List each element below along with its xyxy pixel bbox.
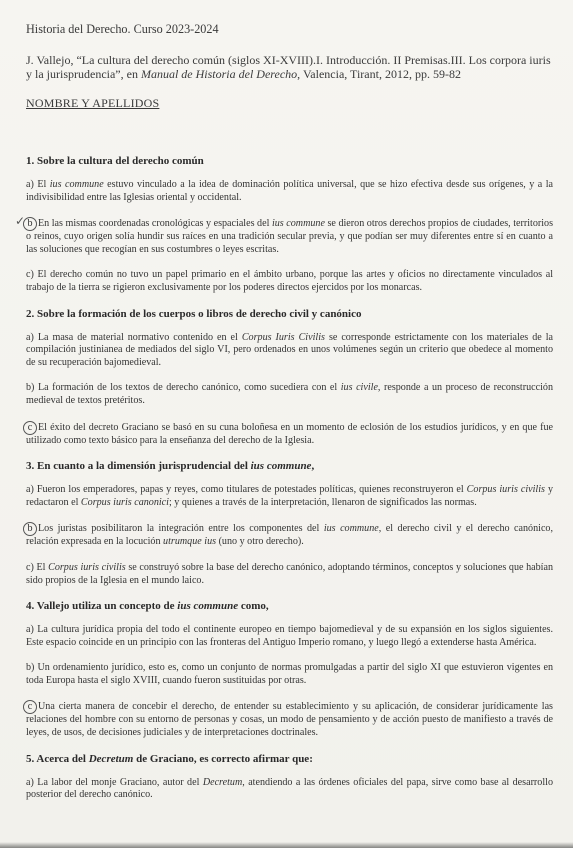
option-text: , el derecho civil y el derecho canónico, relación expresada en la locución — [26, 523, 554, 548]
option-text: Un ordenamiento jurídico, esto es, como un conjunto de normas promulgadas a partir del siglo XI que estuvieron vigentes en toda Europa hasta el siglo XVIII, cuando fueron sustituidas por otras. — [26, 662, 553, 686]
italic-term: utrumque ius — [163, 536, 217, 548]
option-text: El — [37, 179, 50, 190]
option-text: se construyó sobre la base del derecho canónico, adoptando términos, conceptos y soluciones que habían sido propios de la Iglesia en el mundo laico. — [26, 561, 554, 586]
answer-option[interactable] — [26, 269, 553, 294]
option-text: se dieron otros derechos propios de ciudades, territorios o reinos, cuyo origen solía hundir sus raíces en una tradición secular previa, y que podían ser muy diferentes entre sí en cuanto a las soluciones que recogían en sus costumbres o leyes escritas. — [26, 218, 554, 255]
option-text: El éxito del decreto Graciano se basó en su cuna boloñesa en un momento de eclosión de los estudios jurídicos, y en que fue utilizado como texto básico para la enseñanza del derecho de la Iglesia. — [26, 421, 553, 446]
option-text: ; y quienes a través de la interpretación, llenaron de significados las normas. — [168, 496, 477, 508]
answer-option[interactable] — [15, 214, 554, 256]
option-text: La labor del monje Graciano, autor del — [37, 776, 203, 788]
name-field-label: NOMBRE Y APELLIDOS — [26, 96, 160, 110]
question-title: 2. Sobre la formación de los cuerpos o libros de derecho civil y canónico — [26, 307, 362, 320]
option-letter: c) — [26, 269, 34, 281]
option-text: El — [36, 561, 49, 573]
answer-option[interactable] — [26, 522, 553, 549]
italic-term: ius commune — [271, 218, 325, 230]
option-text: Los juristas posibilitaron la integración entre los componentes del — [38, 523, 324, 535]
option-letter: a) — [26, 624, 34, 636]
reference-book-title: Manual de Historia del Derecho — [140, 67, 298, 81]
option-text: , responde a un proceso de reconstrucción medieval de textos pretéritos. — [26, 382, 553, 406]
option-text: La cultura jurídica propia del todo el continente europeo en tiempo bajomedieval y de su expansión en los siglos siguientes. Este espacio coincide en un principio con las fronteras del Antiguo Imperio romano, y luego llegó a extenderse hasta América. — [26, 624, 553, 648]
circled-answer-mark: c — [23, 421, 37, 435]
option-text: (uno y otro derecho). — [216, 536, 304, 548]
answer-option[interactable] — [26, 382, 553, 407]
italic-term: Corpus iuris canonici — [80, 496, 169, 508]
questions-list — [15, 155, 554, 802]
option-letter: b) — [26, 662, 35, 674]
answer-option[interactable] — [26, 700, 553, 739]
option-text: En las mismas coordenadas cronológicas y espaciales del — [38, 218, 272, 230]
option-text: Fueron los emperadores, papas y reyes, como titulares de potestades políticas, quienes reconstruyeron el — [36, 484, 467, 496]
circled-answer-mark: c — [23, 700, 37, 714]
answer-option[interactable] — [26, 777, 553, 802]
option-text: se corresponde estrictamente con los materiales de la compilación justinianea de mediados del siglo VI, pero ordenados en unos volúmenes según un criterio que obedece al momento de su recuperación bajomedieval. — [26, 331, 554, 368]
option-letter: a) — [26, 484, 34, 496]
option-text: El derecho común no tuvo un papel primario en el ámbito urbano, porque las artes y oficios no directamente vinculados al trabajo de la tierra se rigieron exclusivamente por los poderes directos ejercidos por los monarcas. — [26, 269, 553, 293]
option-letter: c) — [26, 561, 34, 573]
italic-term: Decretum — [202, 776, 243, 788]
reference-text: J. Vallejo, “La cultura del derecho común (siglos XI-XVIII).I. Introducción. II Premisas.III. Los corpora iuris y la jurisprudencia”, en — [26, 53, 551, 81]
option-letter: a) — [26, 179, 34, 190]
answer-option[interactable] — [26, 562, 553, 587]
option-text: y redactaron el — [26, 484, 553, 508]
option-text: , atendiendo a las órdenes oficiales del papa, sirve como base al desarrollo posterior del derecho canónico. — [26, 776, 553, 801]
circled-answer-mark: b — [23, 217, 37, 231]
option-letter: a) — [26, 331, 34, 343]
circled-answer-mark: b — [23, 522, 37, 536]
option-letter: a) — [26, 776, 34, 788]
italic-term: Corpus iuris civilis — [466, 484, 545, 496]
reference-publisher: , Valencia, Tirant, 2012, pp. 59-82 — [297, 67, 461, 81]
italic-term: ius commune — [49, 179, 104, 190]
question-title: 1. Sobre la cultura del derecho común — [26, 155, 204, 167]
answer-option[interactable] — [26, 421, 553, 448]
italic-term: ius commune — [323, 523, 379, 535]
answer-option[interactable] — [26, 484, 553, 509]
answer-option[interactable] — [26, 624, 553, 649]
scan-edge-shadow — [0, 842, 573, 848]
answer-option[interactable] — [26, 662, 553, 687]
italic-term: Corpus Iuris Civilis — [241, 331, 325, 343]
question-title: 5. Acerca del Decretum de Graciano, es correcto afirmar que: — [26, 752, 313, 765]
option-text: Una cierta manera de concebir el derecho, de entender su establecimiento y su aplicación, de considerar jurídicamente las relaciones del hombre con su entorno de personas y cosas, un modo de pensamiento y de acción puesto de manifiesto a través de leyes, de usos, de decisiones judiciales y de interpretaciones doctrinales. — [26, 701, 553, 739]
checkmark-icon: ✓ — [15, 214, 26, 229]
option-letter: b) — [26, 382, 35, 394]
option-text: estuvo vinculado a la idea de dominación política universal, que se hizo efectiva desde sus orígenes, y a la indivisibilidad entre las Iglesias oriental y occidental. — [26, 179, 553, 203]
bibliographic-reference — [26, 53, 553, 81]
option-text: La formación de los textos de derecho canónico, como sucediera con el — [37, 382, 341, 394]
question-title: 3. En cuanto a la dimensión jurisprudencial del ius commune, — [26, 460, 315, 473]
option-text: La masa de material normativo contenido en el — [37, 331, 242, 343]
question-title: 4. Vallejo utiliza un concepto de ius commune como, — [26, 600, 269, 613]
answer-option[interactable] — [26, 179, 553, 204]
italic-term: ius civile — [340, 382, 378, 394]
italic-term: Corpus iuris civilis — [48, 561, 126, 573]
answer-option[interactable] — [26, 332, 553, 370]
course-title: Historia del Derecho. Curso 2023-2024 — [26, 22, 219, 36]
